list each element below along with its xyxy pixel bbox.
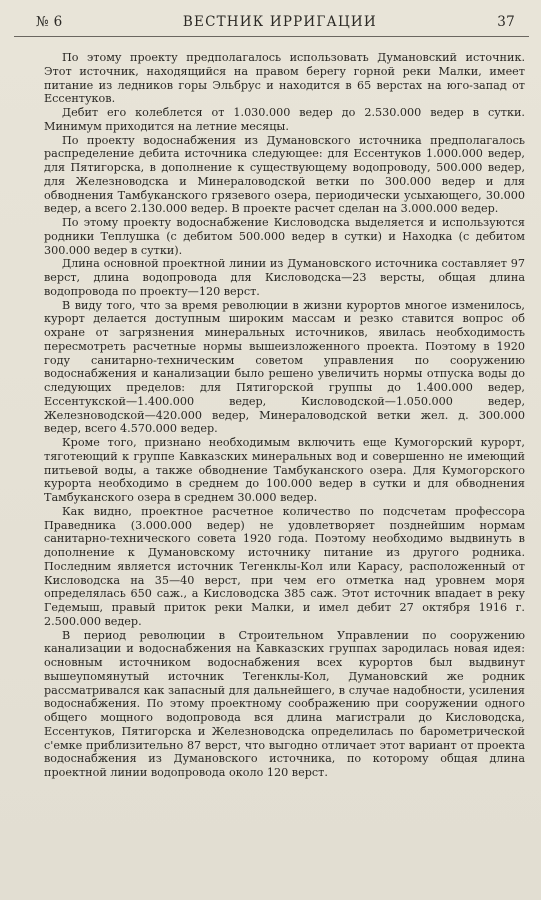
journal-title: ВЕСТНИК ИРРИГАЦИИ xyxy=(182,14,377,30)
paragraph: В период революции в Строительном Управлении по сооружению канализации и водоснабжения на Кавказских группах зародилась новая идея: основным источником водоснабжения всех курортов был выдвинут вышеупомянутый источник Тегенклы-Кол, Думановский же родник рассматривался как запасный для дальнейшего, в случае надобности, усиления водоснабжения. По этому проектному соображению при сооружении одного общего мощного водопровода вся длина магистрали до Кисловодска, Ессентуков, Пятигорска и Железноводска определилась по барометрической с'емке приблизительно 87 верст, что выгодно отличает этот вариант от проекта водоснабжения из Думановского источника, по которому общая длина проектной линии водопровода около 120 верст. xyxy=(44,628,525,779)
paragraph: Кроме того, признано необходимым включить еще Кумогорский курорт, тяготеющий к группе Кавказских минеральных вод и совершенно не имеющий питьевой воды, а также обводнение Тамбуканского озера. Для Кумогорского курорта необходимо в среднем до 100.000 ведер в сутки и для обводнения Тамбуканского озера в среднем 30.000 ведер. xyxy=(44,436,525,504)
paragraph: Дебит его колеблется от 1.030.000 ведер до 2.530.000 ведер в сутки. Минимум приходится на летние месяцы. xyxy=(44,106,525,133)
paragraph: В виду того, что за время революции в жизни курортов многое изменилось, курорт делается доступным широким массам и резко ставится вопрос об охране от загрязнения минеральных источников, явилась необходимость пересмотреть расчетные нормы вышеизложенного проекта. Поэтому в 1920 году санитарно-техническим советом управления по сооружению водоснабжения и канализации было решено увеличить нормы отпуска воды до следующих пределов: для Пятигорской группы до 1.400.000 ведер, Ессентукской—1.400.000 ведер, Кисловодской—1.050.000 ведер, Железноводской—420.000 ведер, Минераловодской ветки жел. д. 300.000 ведер, всего 4.570.000 ведер. xyxy=(44,298,525,436)
paragraph: Длина основной проектной линии из Думановского источника составляет 97 верст, длина водопровода для Кисловодска—23 версты, общая длина водопровода по проекту—120 верст. xyxy=(44,257,525,298)
paragraph: Как видно, проектное расчетное количество по подсчетам профессора Праведника (3.000.000 ведер) не удовлетворяет позднейшим нормам санитарно-технического совета 1920 года. Поэтому необходимо выдвинуть в дополнение к Думановскому источнику питание из другого родника. Последним является источник Тегенклы-Кол или Карасу, расположенный от Кисловодска на 35—40 верст, при чем его отметка над уровнем моря определялась 650 саж., а Кисловодска 385 саж. Этот источник впадает в реку Гедемыш, правый приток реки Малки, и имел дебит 27 октября 1916 г. 2.500.000 ведер. xyxy=(44,504,525,628)
article-body xyxy=(14,51,529,780)
paragraph: По проекту водоснабжения из Думановского источника предполагалось распределение дебита источника следующее: для Ессентуков 1.000.000 ведер, для Пятигорска, в дополнение к существующему водопроводу, 500.000 ведер, для Железноводска и Минераловодской ветки по 300.000 ведер и для обводнения Тамбуканского грязевого озера, периодически усыхающего, 30.000 ведер, а всего 2.130.000 ведер. В проекте расчет сделан на 3.000.000 ведер. xyxy=(44,133,525,216)
paragraph: По этому проекту водоснабжение Кисловодска выделяется и используются родники Теплушка (с дебитом 500.000 ведер в сутки) и Находка (с дебитом 300.000 ведер в сутки). xyxy=(44,216,525,257)
page-number: 37 xyxy=(497,14,515,30)
running-header xyxy=(14,14,529,37)
issue-number: № 6 xyxy=(36,14,63,30)
paragraph: По этому проекту предполагалось использовать Думановский источник. Этот источник, находящийся на правом берегу горной реки Малки, имеет питание из ледников горы Эльбрус и находится в 65 верстах на юго-запад от Ессентуков. xyxy=(44,51,525,106)
